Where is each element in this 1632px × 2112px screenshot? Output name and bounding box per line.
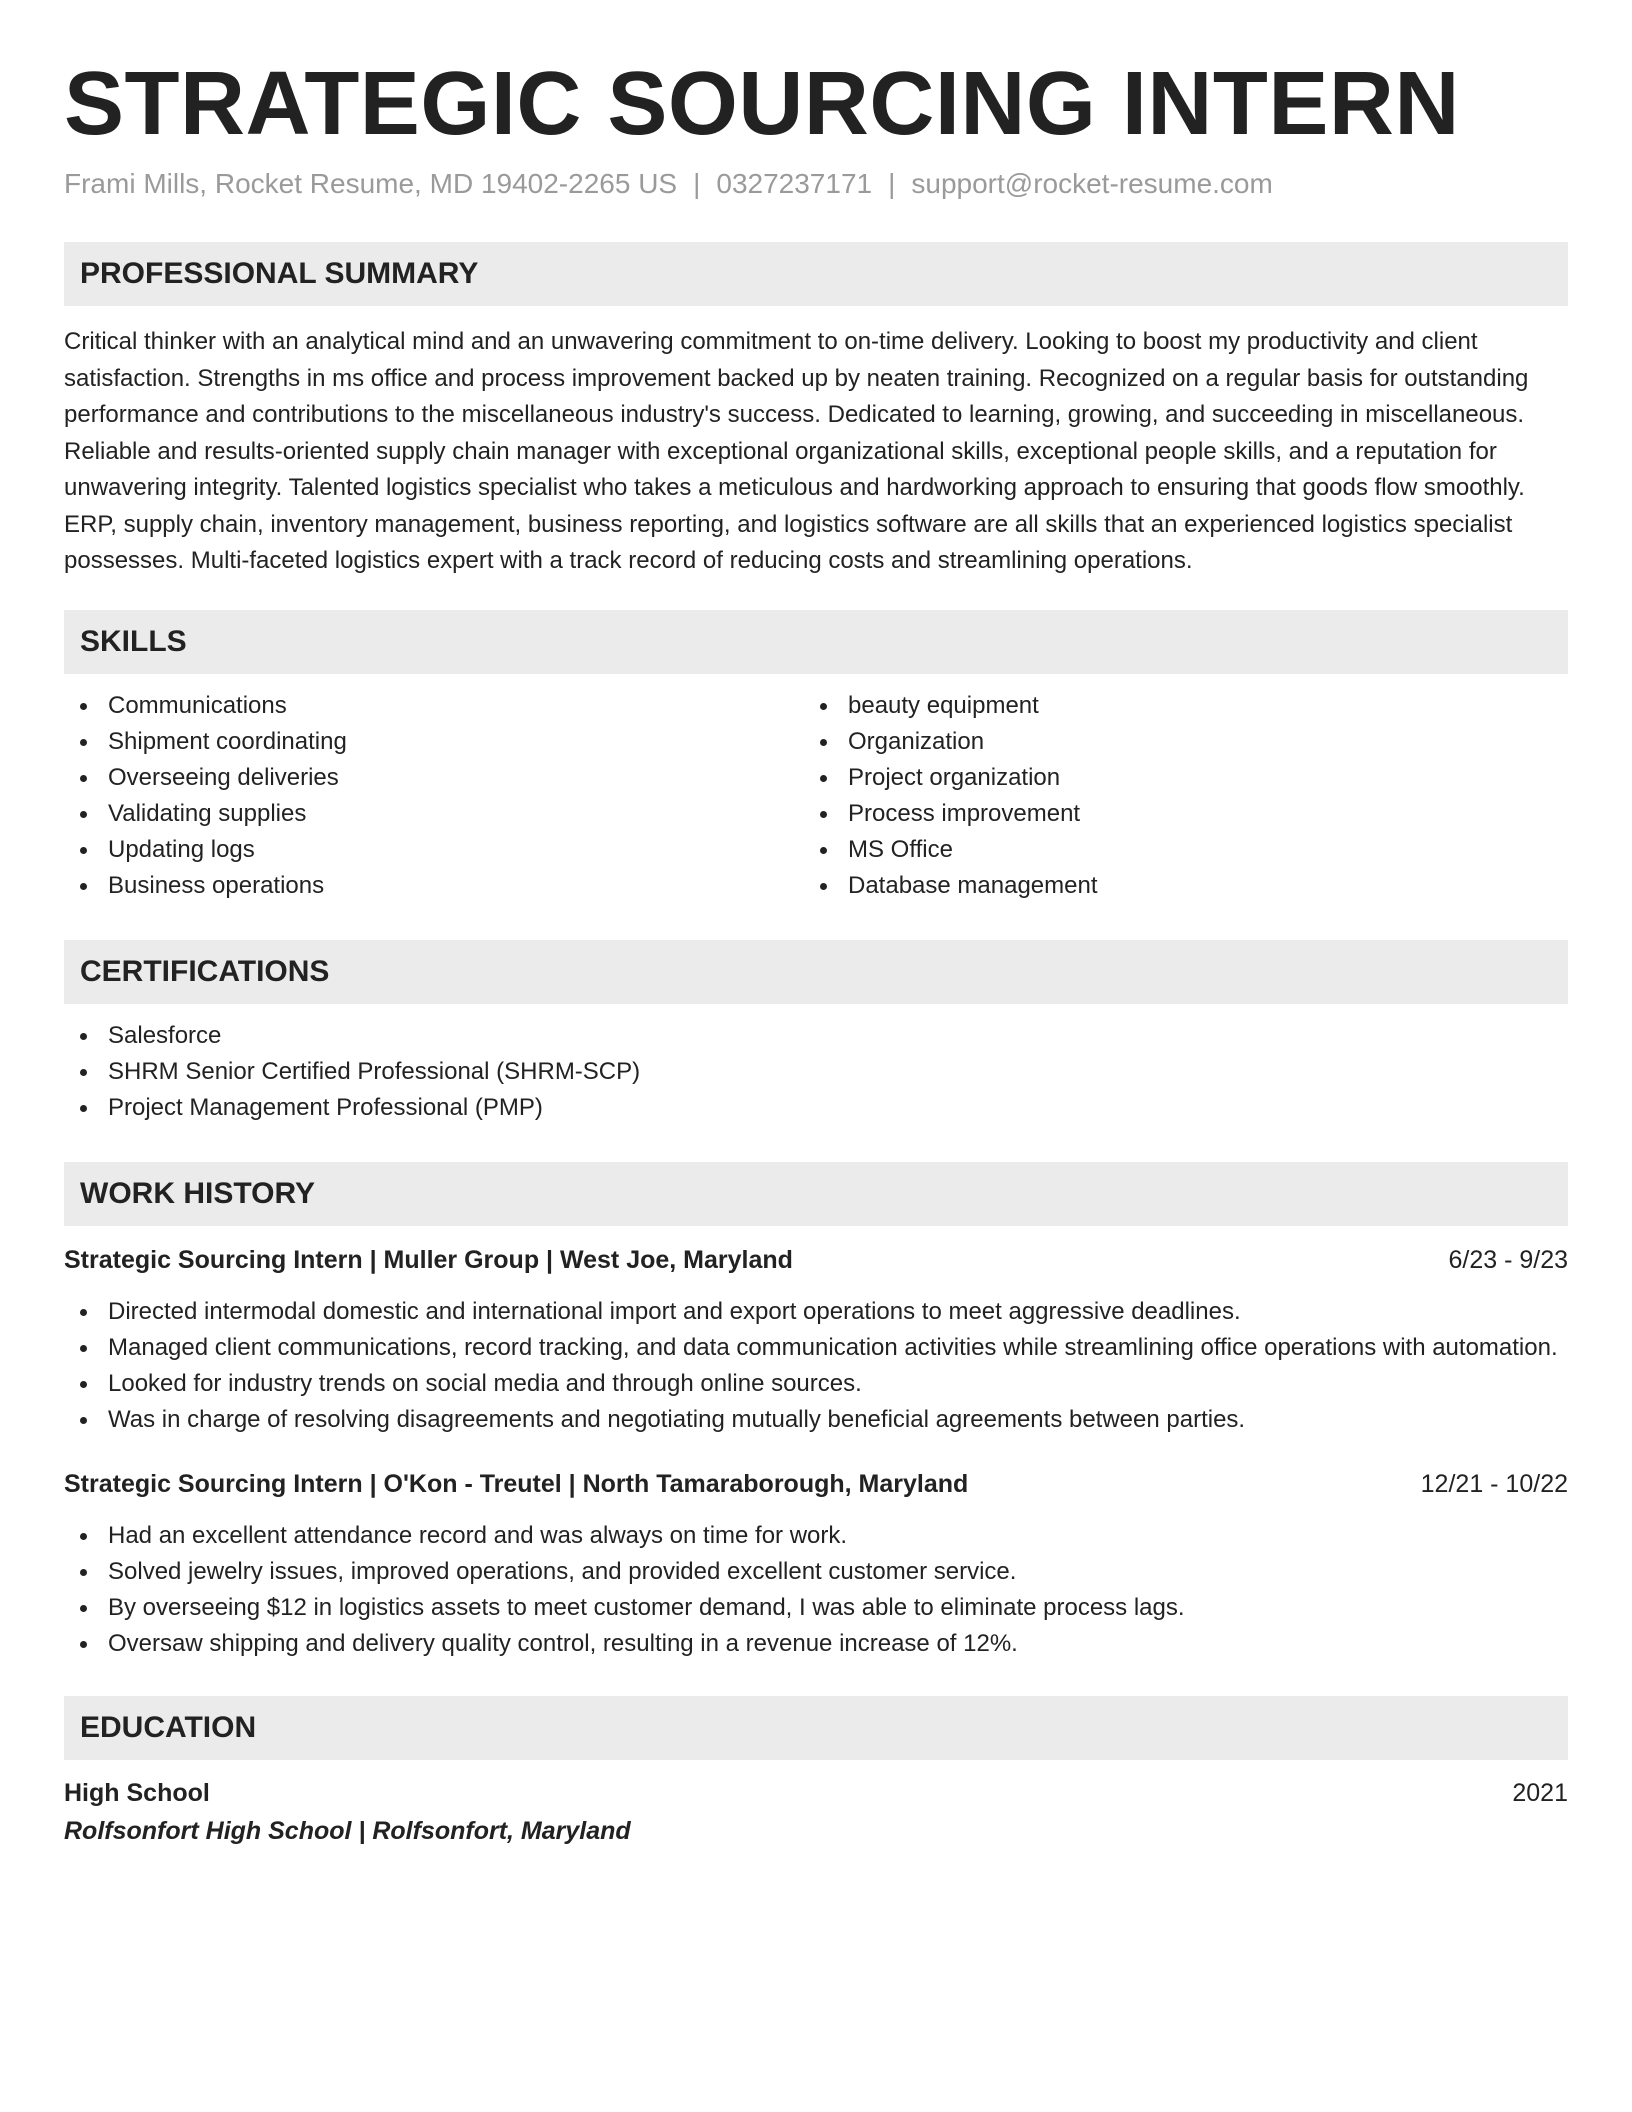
job-bullet: Directed intermodal domestic and international import and export operations to meet aggressive deadlines. (64, 1294, 1568, 1330)
contact-address: Frami Mills, Rocket Resume, MD 19402-2265 US (64, 168, 678, 199)
job-bullets (64, 1518, 1568, 1662)
certification-item: Salesforce (64, 1018, 1568, 1054)
certification-item: SHRM Senior Certified Professional (SHRM-SCP) (64, 1054, 1568, 1090)
job-bullet: Solved jewelry issues, improved operations, and provided excellent customer service. (64, 1554, 1568, 1590)
summary-section (64, 242, 1568, 580)
skill-item: Communications (64, 688, 804, 724)
skill-item: Business operations (64, 868, 804, 904)
job-dates: 6/23 - 9/23 (1448, 1245, 1568, 1274)
education-section (64, 1696, 1568, 1850)
skills-list-left (64, 688, 804, 904)
job-bullet: Oversaw shipping and delivery quality control, resulting in a revenue increase of 12%. (64, 1626, 1568, 1662)
job-bullets (64, 1294, 1568, 1438)
skill-item: Updating logs (64, 832, 804, 868)
skill-item: Validating supplies (64, 796, 804, 832)
job-bullet: Was in charge of resolving disagreements and negotiating mutually beneficial agreements between parties. (64, 1402, 1568, 1438)
job-header (64, 1242, 1568, 1278)
education-entry (64, 1774, 1568, 1850)
skill-item: Database management (804, 868, 1544, 904)
education-heading: EDUCATION (64, 1696, 1568, 1760)
job-header (64, 1466, 1568, 1502)
skill-item: Project organization (804, 760, 1544, 796)
skill-item: beauty equipment (804, 688, 1544, 724)
skills-list-right (804, 688, 1544, 904)
resume-title: STRATEGIC SOURCING INTERN (64, 54, 1460, 154)
job-bullet: By overseeing $12 in logistics assets to meet customer demand, I was able to eliminate process lags. (64, 1590, 1568, 1626)
work-history-heading: WORK HISTORY (64, 1162, 1568, 1226)
job-bullet: Looked for industry trends on social media and through online sources. (64, 1366, 1568, 1402)
certifications-section (64, 940, 1568, 1126)
summary-heading: PROFESSIONAL SUMMARY (64, 242, 1568, 306)
summary-text: Critical thinker with an analytical mind and an unwavering commitment to on-time delivery. Looking to boost my productivity and client satisfaction. Strengths in ms office and process improvement backed up by neaten training. Recognized on a regular basis for outstanding performance and contributions to the miscellaneous industry's success. Dedicated to learning, growing, and succeeding in miscellaneous. Reliable and results-oriented supply chain manager with exceptional organizational skills, exceptional people skills, and a reputation for unwavering integrity. Talented logistics specialist who takes a meticulous and hardworking approach to ensuring that goods flow smoothly. ERP, supply chain, inventory management, business reporting, and logistics software are all skills that an experienced logistics specialist possesses. Multi-faceted logistics expert with a track record of reducing costs and streamlining operations. (64, 328, 1529, 574)
skill-item: MS Office (804, 832, 1544, 868)
contact-separator: | (888, 168, 896, 199)
education-year: 2021 (1512, 1778, 1568, 1807)
skill-item: Organization (804, 724, 1544, 760)
job-bullet: Had an excellent attendance record and was always on time for work. (64, 1518, 1568, 1554)
certifications-heading: CERTIFICATIONS (64, 940, 1568, 1004)
skills-section (64, 610, 1568, 904)
contact-separator: | (693, 168, 701, 199)
education-degree: High School (64, 1778, 210, 1807)
job-bullet: Managed client communications, record tracking, and data communication activities while streamlining office operations with automation. (64, 1330, 1568, 1366)
job-entry (64, 1242, 1568, 1438)
skills-columns (64, 688, 1568, 904)
contact-email[interactable]: support@rocket-resume.com (911, 168, 1273, 199)
skill-item: Shipment coordinating (64, 724, 804, 760)
job-dates: 12/21 - 10/22 (1420, 1469, 1568, 1498)
job-title: Strategic Sourcing Intern | Muller Group | West Joe, Maryland (64, 1245, 793, 1274)
education-header (64, 1774, 1568, 1812)
work-history-section (64, 1162, 1568, 1662)
skill-item: Process improvement (804, 796, 1544, 832)
certification-item: Project Management Professional (PMP) (64, 1090, 1568, 1126)
skills-heading: SKILLS (64, 610, 1568, 674)
skill-item: Overseeing deliveries (64, 760, 804, 796)
contact-line (64, 166, 1568, 202)
contact-phone: 0327237171 (716, 168, 873, 199)
certifications-list (64, 1018, 1568, 1126)
job-entry (64, 1466, 1568, 1662)
education-school: Rolfsonfort High School | Rolfsonfort, Maryland (64, 1816, 631, 1845)
job-title: Strategic Sourcing Intern | O'Kon - Treutel | North Tamaraborough, Maryland (64, 1469, 969, 1498)
